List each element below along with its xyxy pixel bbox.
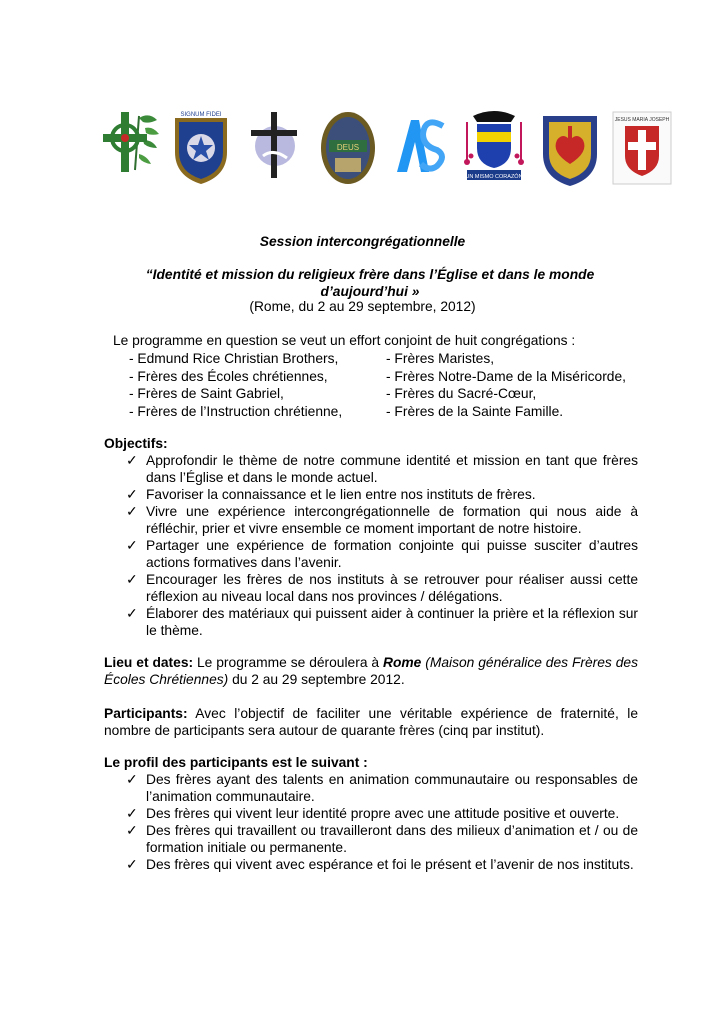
profil-list — [104, 771, 638, 873]
svg-text:JESUS MARIA JOSEPH: JESUS MARIA JOSEPH — [614, 117, 670, 123]
check-icon: ✓ — [126, 823, 138, 838]
profil-item: ✓ Des frères ayant des talents en animation communautaire ou responsables de l’animation communautaire. — [126, 772, 638, 804]
check-icon: ✓ — [126, 487, 138, 502]
participants-text: Avec l’objectif de faciliter une véritable expérience de fraternité, le nombre de participants sera autour de quarante frères (cinq par institut). — [104, 706, 638, 738]
lieu-place: Rome — [383, 655, 422, 670]
blue-letters-logo — [393, 108, 447, 182]
check-icon: ✓ — [126, 538, 138, 553]
session-subtitle: “Identité et mission du religieux frère dans l’Église et dans le monde d’aujourd’hui » — [145, 267, 595, 299]
holy-family-logo — [611, 108, 673, 188]
celtic-cross-logo — [99, 108, 161, 178]
page-title: Session intercongrégationnelle — [259, 234, 466, 249]
participants-label: Participants: — [104, 706, 188, 721]
congregation-item: - Edmund Rice Christian Brothers, — [129, 351, 339, 366]
lieu-dates: du 2 au 29 septembre 2012. — [228, 672, 405, 687]
congregation-item: - Frères du Sacré-Cœur, — [386, 386, 537, 401]
signum-fidei-logo — [169, 108, 233, 188]
intro-text: Le programme en question se veut un effort conjoint de huit congrégations : — [113, 333, 576, 348]
cross-circle-logo — [243, 108, 305, 182]
profil-section — [104, 754, 638, 873]
logos-row — [97, 108, 675, 190]
congregation-item: - Frères de Saint Gabriel, — [129, 386, 284, 401]
objectifs-section — [104, 435, 638, 639]
check-icon: ✓ — [126, 504, 138, 519]
lieu-section — [104, 654, 638, 688]
objectifs-list — [104, 452, 638, 639]
sacred-heart-logo — [537, 108, 603, 190]
objectif-item: ✓ Vivre une expérience intercongrégationnelle de formation qui nous aide à réfléchir, prier et vivre ensemble ce moment important de notre histoire. — [126, 504, 638, 536]
objectif-item: ✓ Approfondir le thème de notre commune identité et mission en tant que frères dans l’Église et dans le monde actuel. — [126, 453, 638, 485]
objectifs-heading: Objectifs: — [104, 436, 168, 451]
lieu-place-detail: (Maison généralice des Frères des Écoles Chrétiennes) — [104, 655, 638, 687]
svg-text:UN MISMO CORAZÓN: UN MISMO CORAZÓN — [465, 174, 523, 180]
svg-text:SIGNUM FIDEI: SIGNUM FIDEI — [180, 112, 222, 118]
check-icon: ✓ — [126, 453, 138, 468]
congregation-item: - Frères Notre-Dame de la Miséricorde, — [386, 368, 626, 384]
check-icon: ✓ — [126, 806, 138, 821]
check-icon: ✓ — [126, 857, 138, 872]
objectif-item: ✓ Élaborer des matériaux qui puissent aider à continuer la prière et la réflexion sur le thème. — [126, 606, 638, 638]
profil-item: ✓ Des frères qui vivent avec espérance et foi le présent et l’avenir de nos instituts. — [126, 857, 634, 872]
congregations-left-column — [129, 350, 342, 420]
objectif-item: ✓ Encourager les frères de nos instituts à se retrouver pour réaliser aussi cette réflexion au niveau local dans nos provinces / délégations. — [126, 572, 638, 604]
profil-item: ✓ Des frères qui travaillent ou travailleront dans des milieux d’animation et / ou de formation initiale ou permanente. — [126, 823, 638, 855]
svg-text:DEUS: DEUS — [336, 143, 360, 152]
check-icon: ✓ — [126, 572, 138, 587]
check-icon: ✓ — [126, 772, 138, 787]
objectif-item: ✓ Favoriser la connaissance et le lien entre nos instituts de frères. — [126, 487, 536, 502]
objectif-item: ✓ Partager une expérience de formation conjointe qui puisse susciter d’autres actions formatives dans l’avenir. — [126, 538, 638, 570]
congregation-item: - Frères Maristes, — [386, 351, 495, 366]
lieu-label: Lieu et dates: — [104, 655, 194, 670]
bishop-hat-logo — [461, 108, 527, 188]
congregation-item: - Frères de l’Instruction chrétienne, — [129, 403, 343, 419]
congregations-right-column — [386, 350, 626, 420]
lieu-text: Le programme se déroulera à — [193, 655, 383, 670]
oval-crest-logo — [319, 108, 377, 186]
congregation-item: - Frères de la Sainte Famille. — [386, 403, 564, 419]
session-dates: (Rome, du 2 au 29 septembre, 2012) — [249, 299, 476, 314]
profil-heading: Le profil des participants est le suivant : — [104, 755, 368, 770]
participants-section — [104, 705, 638, 739]
profil-item: ✓ Des frères qui vivent leur identité propre avec une attitude positive et ouverte. — [126, 806, 620, 821]
check-icon: ✓ — [126, 606, 138, 621]
congregation-item: - Frères des Écoles chrétiennes, — [129, 368, 328, 384]
